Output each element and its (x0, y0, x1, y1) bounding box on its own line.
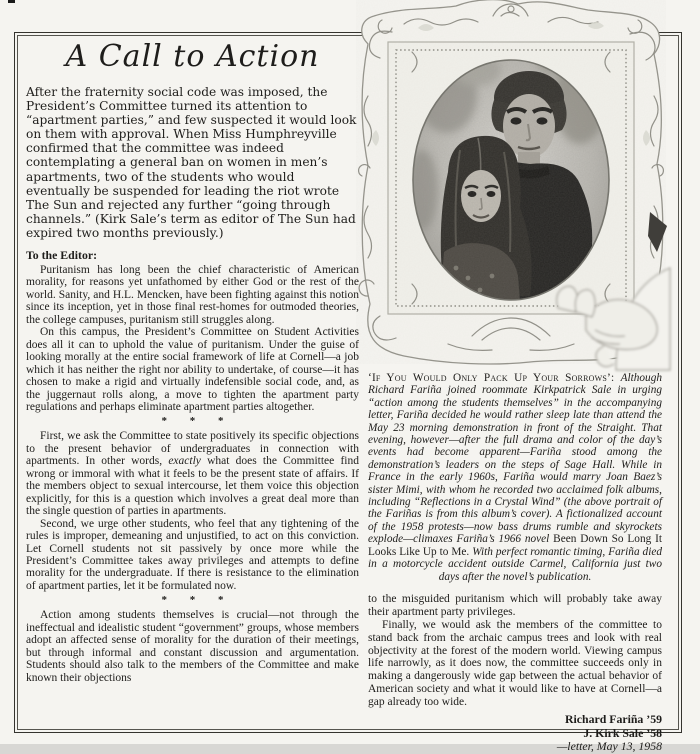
caption-lead: ‘If You Would Only Pack Up Your Sorrows’: (368, 372, 621, 384)
letter-paragraph-5: Action among students themselves is crucial—not through the ineffectual and idealistic student “government” groups, whose members adopt an affected sense of morality for the duration of their meetings, but through informal and constant discussion and argumentation. Students should also talk to the members of the Committee and make known their objections (26, 609, 359, 684)
letter-paragraph-6: to the misguided puritanism which will probably take away their apartment party privileges. (368, 592, 662, 618)
paragraph-3-text: First, we ask the Committee to state positively its specific objections to the present behavior of undergraduates in connection with apartments. In other words, (26, 430, 359, 468)
letter-paragraph-4: Second, we urge other students, who feel that any tightening of the rules is improper, demeaning and unjustified, to act on this conviction. Let Cornell students not sit passively by once more while the President’s Committee takes away privileges and attempts to define morality for the undergraduate. If there is resistance to the elimination of apartment parties, let it be formulated now. (26, 517, 359, 592)
letter-paragraph-7: Finally, we would ask the members of the committee to stand back from the archaic campus trees and look with real objectivity at the forest of the modern world. Viewing campus life narrowly, as it does now, the committee succeeds only in making a dangerously wide gap between the actual behavior of American society and what it would like to have at Cornell—a gap already too wide. (368, 618, 662, 709)
signature-name-1: Richard Fariña ’59 (565, 712, 662, 727)
left-column (26, 40, 359, 684)
scan-artifact-tick (8, 0, 15, 3)
paragraph-3-text-after: what does the Committee find wrong or immoral with what it feels to be the present state of affairs. If the members object to sexual intercourse, let them voice this objection explicitly, for this is a question which involves a great deal more than the single question of parties in apartments. (26, 455, 359, 518)
asterisk-separator: * * * (161, 415, 224, 428)
signature-name-2: J. Kirk Sale ’58 (583, 725, 662, 740)
caption-novel-title: Been Down So Long It Looks Like Up to Me. (368, 533, 662, 558)
signature-block (368, 713, 662, 754)
intro-paragraph: After the fraternity social code was imposed, the President’s Committee turned its attention to “apartment parties,” and few suspected it would look on them with approval. When Miss Humphreyville confirmed that the committee was indeed contemplating a general ban on women in men’s apartments, two of the students who would eventually be suspended for leading the riot wrote The Sun and rejected any further “going through channels.” (Kirk Sale’s term as editor of The Sun had expired two months previously.) (26, 85, 357, 240)
signature-source: —letter, May 13, 1958 (556, 739, 662, 754)
page-title: A Call to Action (65, 39, 320, 74)
right-column (368, 372, 662, 754)
asterisk-separator: * * * (161, 594, 224, 607)
letter-paragraph-3 (26, 430, 359, 517)
caption-body-1: Although Richard Fariña joined roommate Kirkpatrick Sale in urging “action among the students themselves” in the accompanying letter, Fariña decided he would rather sleep late than attend the May 23 morning demonstration in front of the Straight. That evening, however—after the full drama and color of the day’s events had become apparent—Fariña stood among the demonstration’s leaders on the steps of Sage Hall. While in France in the early 1960s, Fariña would marry Joan Baez’s sister Mimi, with whom he recorded two acclaimed folk albums, including “Reflections in a Crystal Wind” (the above portrait of the Fariñas is from this album’s cover). A fictionalized account of the 1958 protests—now bass drums rumble and skyrockets explode—climaxes Fariña’s 1966 novel (368, 372, 662, 546)
letter-paragraph-1: Puritanism has long been the chief characteristic of American morality, for reasons yet unfathomed by either God or the rest of the world. Sanity, and H.L. Mencken, have been fighting against this notion since its inception, yet in those final rest-homes for outmoded theories, the college campuses, puritanism still struggles along. (26, 264, 359, 326)
caption-body-2: With perfect romantic timing, Fariña died in a motorcycle accident outside Carmel, California just two days after the novel’s publication. (368, 545, 663, 583)
photo-caption (368, 372, 662, 583)
editor-heading: To the Editor: (26, 248, 98, 263)
letter-paragraph-2: On this campus, the President’s Committee on Student Activities does all it can to uphold the value of puritanism. Under the guise of looking morally at the entire social framework of life at Cornell—a job which it has neither the right nor ability to undertake, of course—it has chosen to make a rigid and virtually indefensible social code, and, as the juggernaut rolls along, a move to tighten the apartment party regulations and perhaps eliminate apartment parties altogether. (26, 326, 359, 414)
paragraph-3-emphasis: exactly (168, 455, 201, 468)
